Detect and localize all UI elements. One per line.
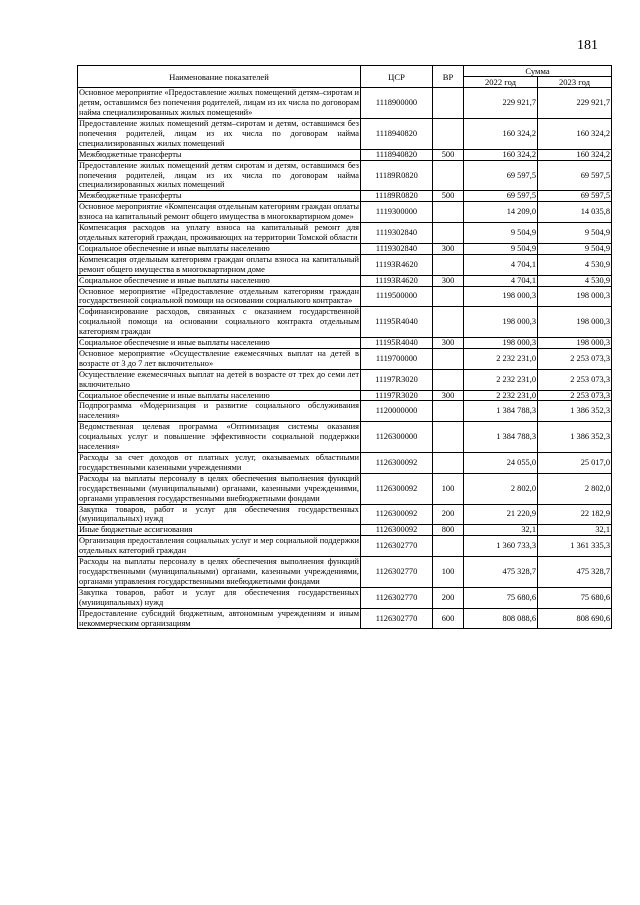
row-vr: 300 (433, 338, 464, 349)
row-csr: 1126300000 (361, 422, 433, 453)
row-sum-2022: 21 220,9 (464, 504, 538, 525)
row-sum-2022: 198 000,3 (464, 307, 538, 338)
header-sum: Сумма (464, 66, 612, 77)
row-sum-2023: 229 921,7 (538, 88, 612, 119)
row-vr (433, 453, 464, 474)
row-sum-2022: 2 232 231,0 (464, 390, 538, 401)
row-sum-2022: 4 704,1 (464, 254, 538, 275)
row-sum-2022: 2 232 231,0 (464, 348, 538, 369)
row-csr: 11197R3020 (361, 390, 433, 401)
row-sum-2022: 1 384 788,3 (464, 422, 538, 453)
row-vr: 200 (433, 587, 464, 608)
row-name: Социальное обеспечение и иные выплаты населению (78, 275, 361, 286)
row-name: Расходы за счет доходов от платных услуг, оказываемых областными государственными казенными учреждениями (79, 453, 359, 472)
row-csr: 1126302770 (361, 557, 433, 588)
row-vr: 300 (433, 275, 464, 286)
row-sum-2022: 9 504,9 (464, 223, 538, 244)
row-csr: 1118940820 (361, 119, 433, 150)
row-sum-2023: 160 324,2 (538, 149, 612, 160)
row-name: Софинансирование расходов, связанных с оказанием государственной социальной помощи на основании социального контракта отдельным категориям граждан (79, 307, 359, 337)
header-csr: ЦСР (361, 66, 433, 88)
row-vr (433, 369, 464, 390)
row-csr: 11195R4040 (361, 307, 433, 338)
table-row (78, 254, 612, 275)
table-row (78, 202, 612, 223)
header-year-2022: 2022 год (464, 77, 538, 88)
row-vr (433, 348, 464, 369)
row-sum-2023: 69 597,5 (538, 191, 612, 202)
row-name: Закупка товаров, работ и услуг для обеспечения государственных (муниципальных) нужд (79, 504, 359, 524)
table-row (78, 348, 612, 369)
row-csr: 1126300092 (361, 453, 433, 474)
row-name: Закупка товаров, работ и услуг для обеспечения государственных (муниципальных) нужд (79, 587, 359, 607)
row-csr: 1119302840 (361, 223, 433, 244)
row-vr (433, 88, 464, 119)
row-sum-2022: 1 360 733,3 (464, 536, 538, 557)
row-vr (433, 202, 464, 223)
row-name: Предоставление субсидий бюджетным, автономным учреждениям и иным некоммерческим организациям (79, 608, 359, 628)
row-vr: 200 (433, 504, 464, 525)
table-row (78, 401, 612, 422)
row-sum-2023: 14 035,8 (538, 202, 612, 223)
table-row (78, 119, 612, 150)
row-sum-2023: 160 324,2 (538, 119, 612, 150)
row-sum-2023: 4 530,9 (538, 254, 612, 275)
table-row (78, 338, 612, 349)
table-row (78, 608, 612, 629)
row-csr: 11189R0820 (361, 191, 433, 202)
row-sum-2022: 475 328,7 (464, 557, 538, 588)
row-csr: 1118940820 (361, 149, 433, 160)
row-vr: 500 (433, 191, 464, 202)
page-number: 181 (577, 38, 598, 53)
row-csr: 1126300092 (361, 525, 433, 536)
row-vr (433, 223, 464, 244)
row-csr: 1118900000 (361, 88, 433, 119)
row-csr: 1120000000 (361, 401, 433, 422)
row-csr: 1126300092 (361, 473, 433, 504)
table-row (78, 504, 612, 525)
header-name: Наименование показателей (78, 66, 361, 88)
table-row (78, 473, 612, 504)
row-name: Расходы на выплаты персоналу в целях обеспечения выполнения функций государственными (муниципальными) органами, казенными учреждениями, органами управления государственными внебюджетными фондами (79, 557, 359, 586)
table-row (78, 191, 612, 202)
row-sum-2023: 2 802,0 (538, 473, 612, 504)
row-sum-2023: 25 017,0 (538, 453, 612, 474)
row-sum-2023: 2 253 073,3 (538, 390, 612, 401)
table-row (78, 557, 612, 588)
row-vr: 300 (433, 390, 464, 401)
row-csr: 1126302770 (361, 608, 433, 629)
row-sum-2023: 198 000,3 (538, 338, 612, 349)
row-csr: 1119700000 (361, 348, 433, 369)
row-sum-2022: 75 680,6 (464, 587, 538, 608)
budget-table (77, 65, 612, 629)
row-sum-2022: 198 000,3 (464, 338, 538, 349)
table-row (78, 587, 612, 608)
table-row (78, 275, 612, 286)
row-sum-2022: 198 000,3 (464, 286, 538, 307)
row-vr (433, 254, 464, 275)
row-vr (433, 119, 464, 150)
row-name: Компенсация расходов на уплату взноса на капитальный ремонт для отдельных категорий граждан, проживающих на территории Томской области (79, 223, 359, 242)
row-sum-2022: 4 704,1 (464, 275, 538, 286)
header-year-2023: 2023 год (538, 77, 612, 88)
row-name: Основное мероприятие «Компенсация отдельным категориям граждан оплаты взноса на капитальный ремонт общего имущества в многоквартирном доме» (79, 202, 359, 222)
table-row (78, 88, 612, 119)
row-name: Иные бюджетные ассигнования (78, 525, 361, 536)
table-row (78, 149, 612, 160)
row-sum-2022: 2 802,0 (464, 473, 538, 504)
row-sum-2023: 69 597,5 (538, 160, 612, 191)
table-row (78, 453, 612, 474)
row-name: Предоставление жилых помещений детям–сиротам и детям, оставшимся без попечения родителей, лицам из их числа по договорам найма специализированных жилых помещений (79, 119, 359, 148)
row-sum-2023: 9 504,9 (538, 223, 612, 244)
row-name: Компенсация отдельным категориям граждан оплаты взноса на капитальный ремонт общего имущества в многоквартирном доме (79, 254, 359, 274)
row-csr: 1126302770 (361, 587, 433, 608)
row-sum-2023: 2 253 073,3 (538, 348, 612, 369)
row-csr: 1119302840 (361, 243, 433, 254)
row-vr: 800 (433, 525, 464, 536)
row-name: Социальное обеспечение и иные выплаты населению (78, 390, 361, 401)
row-csr: 11189R0820 (361, 160, 433, 191)
row-sum-2022: 808 088,6 (464, 608, 538, 629)
row-sum-2022: 69 597,5 (464, 191, 538, 202)
row-name: Подпрограмма «Модернизация и развитие социального обслуживания населения» (79, 401, 359, 421)
row-vr: 500 (433, 149, 464, 160)
row-name: Межбюджетные трансферты (78, 149, 361, 160)
table-row (78, 223, 612, 244)
row-vr: 100 (433, 473, 464, 504)
row-sum-2023: 4 530,9 (538, 275, 612, 286)
table-row (78, 536, 612, 557)
row-csr: 1119300000 (361, 202, 433, 223)
header-row-1 (78, 66, 612, 77)
row-csr: 11195R4040 (361, 338, 433, 349)
row-sum-2023: 198 000,3 (538, 307, 612, 338)
row-vr (433, 422, 464, 453)
row-vr: 600 (433, 608, 464, 629)
row-vr (433, 401, 464, 422)
row-sum-2022: 160 324,2 (464, 149, 538, 160)
table-row (78, 160, 612, 191)
row-sum-2023: 475 328,7 (538, 557, 612, 588)
row-sum-2023: 2 253 073,3 (538, 369, 612, 390)
row-vr (433, 286, 464, 307)
row-sum-2023: 22 182,9 (538, 504, 612, 525)
row-name: Предоставление жилых помещений детям сиротам и детям, оставшимся без попечения родителей, лицам из их числа по договорам найма специализированных жилых помещений (79, 160, 359, 190)
row-csr: 11197R3020 (361, 369, 433, 390)
row-sum-2023: 1 361 335,3 (538, 536, 612, 557)
row-csr: 11193R4620 (361, 275, 433, 286)
row-sum-2022: 69 597,5 (464, 160, 538, 191)
row-name: Расходы на выплаты персоналу в целях обеспечения выполнения функций государственными (муниципальными) органами, казенными учреждениями, органами управления государственными внебюджетными фондами (79, 473, 359, 503)
row-sum-2022: 14 209,0 (464, 202, 538, 223)
row-name: Основное мероприятие «Предоставление жилых помещений детям–сиротам и детям, оставшимся без попечения родителей, лицам из их числа по договорам найма специализированных жилых помещений» (79, 88, 359, 118)
row-csr: 1119500000 (361, 286, 433, 307)
row-vr (433, 536, 464, 557)
row-name: Социальное обеспечение и иные выплаты населению (78, 338, 361, 349)
row-sum-2023: 9 504,9 (538, 243, 612, 254)
row-name: Основное мероприятие «Осуществление ежемесячных выплат на детей в возрасте от 3 до 7 лет включительно» (79, 348, 359, 368)
table-row (78, 390, 612, 401)
row-name: Межбюджетные трансферты (78, 191, 361, 202)
row-vr: 300 (433, 243, 464, 254)
table-row (78, 422, 612, 453)
row-name: Ведомственная целевая программа «Оптимизация системы оказания социальных услуг и повышение эффективности социальной поддержки населения» (79, 422, 359, 452)
row-sum-2022: 229 921,7 (464, 88, 538, 119)
row-sum-2022: 32,1 (464, 525, 538, 536)
row-sum-2022: 2 232 231,0 (464, 369, 538, 390)
row-vr: 100 (433, 557, 464, 588)
row-name: Основное мероприятие «Предоставление отдельным категориям граждан государственной социальной помощи на основании социального контракта» (79, 286, 359, 306)
row-name: Осуществление ежемесячных выплат на детей в возрасте от трех до семи лет включительно (79, 369, 359, 389)
table-body (78, 88, 612, 629)
row-sum-2022: 24 055,0 (464, 453, 538, 474)
row-sum-2023: 808 690,6 (538, 608, 612, 629)
row-vr (433, 160, 464, 191)
table-row (78, 243, 612, 254)
header-vr: ВР (433, 66, 464, 88)
row-sum-2023: 75 680,6 (538, 587, 612, 608)
row-csr: 1126302770 (361, 536, 433, 557)
row-csr: 11193R4620 (361, 254, 433, 275)
table-row (78, 286, 612, 307)
table-row (78, 525, 612, 536)
row-sum-2023: 1 386 352,3 (538, 422, 612, 453)
row-vr (433, 307, 464, 338)
row-sum-2023: 1 386 352,3 (538, 401, 612, 422)
row-sum-2023: 32,1 (538, 525, 612, 536)
row-sum-2023: 198 000,3 (538, 286, 612, 307)
table-row (78, 369, 612, 390)
row-name: Организация предоставления социальных услуг и мер социальной поддержки отдельных категорий граждан (79, 536, 359, 556)
table-row (78, 307, 612, 338)
row-sum-2022: 160 324,2 (464, 119, 538, 150)
row-sum-2022: 9 504,9 (464, 243, 538, 254)
row-name: Социальное обеспечение и иные выплаты населению (78, 243, 361, 254)
row-sum-2022: 1 384 788,3 (464, 401, 538, 422)
row-csr: 1126300092 (361, 504, 433, 525)
